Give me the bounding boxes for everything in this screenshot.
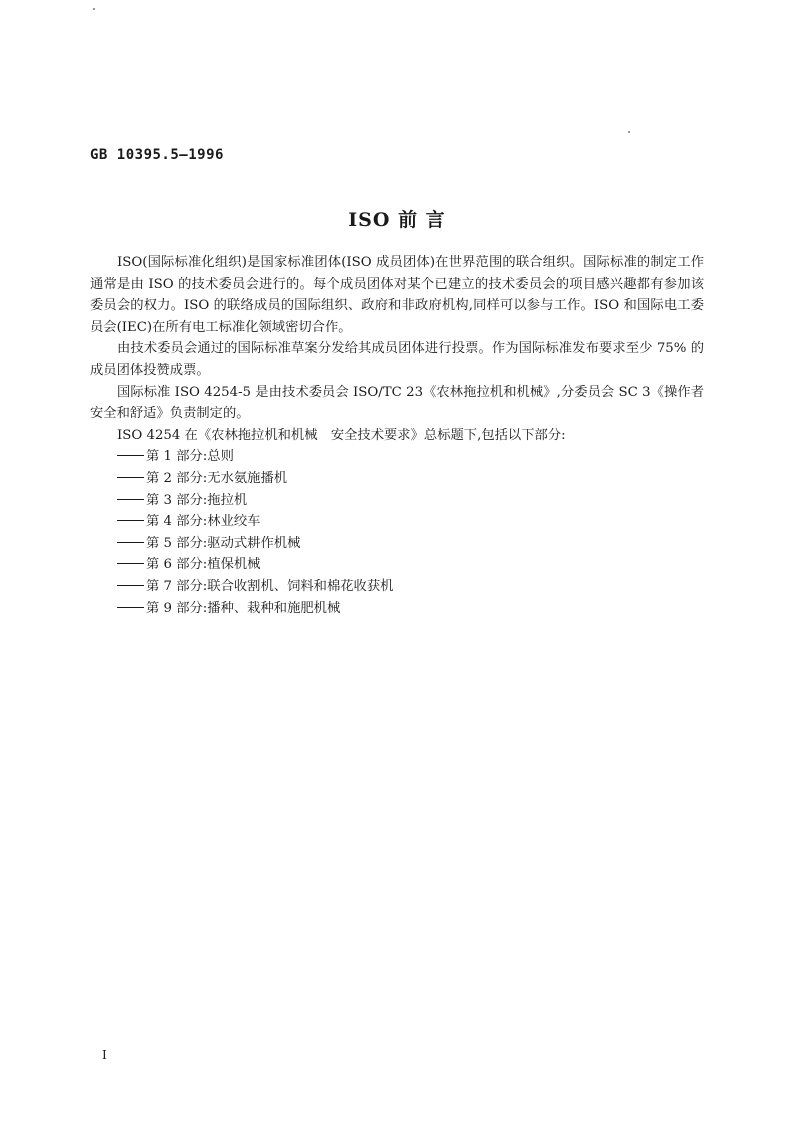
page-title: ISO 前 言 bbox=[348, 209, 446, 231]
paragraph: 由技术委员会通过的国际标准草案分发给其成员团体进行投票。作为国际标准发布要求至少 75% 的成员团体投赞成票。 bbox=[90, 341, 704, 378]
paragraph: ISO(国际标准化组织)是国家标准团体(ISO 成员团体)在世界范围的联合组织。国际标准的制定工作通常是由 ISO 的技术委员会进行的。每个成员团体对某个已建立的技术委员会的项目感兴趣都有参加该委员会的权力。ISO 的联络成员的国际组织、政府和非政府机构,同样可以参与工作。ISO 和国际电工委员会(IEC)在所有电工标准化领域密切合作。 bbox=[90, 255, 704, 335]
list-item bbox=[90, 511, 704, 533]
part-label: 第 1 部分:总则 bbox=[146, 449, 234, 465]
page-number: I bbox=[102, 1048, 107, 1062]
part-label: 第 4 部分:林业绞车 bbox=[146, 514, 261, 530]
dash-mark bbox=[117, 607, 144, 608]
part-label: 第 7 部分:联合收割机、饲料和棉花收获机 bbox=[146, 578, 394, 594]
dash-mark bbox=[117, 542, 144, 543]
dash-mark bbox=[117, 455, 144, 456]
dash-mark bbox=[117, 585, 144, 586]
part-label: 第 6 部分:植保机械 bbox=[146, 557, 261, 573]
list-item bbox=[90, 468, 704, 490]
parts-list bbox=[90, 446, 704, 619]
list-item bbox=[90, 554, 704, 576]
dash-mark bbox=[117, 563, 144, 564]
standard-code: GB 10395.5—1996 bbox=[90, 147, 224, 163]
dash-mark bbox=[117, 520, 144, 521]
scan-speck bbox=[93, 8, 95, 10]
list-item bbox=[90, 576, 704, 598]
dash-mark bbox=[117, 477, 144, 478]
paragraph: 国际标准 ISO 4254-5 是由技术委员会 ISO/TC 23《农林拖拉机和机械》,分委员会 SC 3《操作者安全和舒适》负责制定的。 bbox=[90, 384, 704, 422]
part-label: 第 2 部分:无水氨施播机 bbox=[146, 470, 288, 486]
list-item bbox=[90, 598, 704, 620]
document-body bbox=[90, 252, 704, 619]
list-item bbox=[90, 533, 704, 555]
list-item bbox=[90, 490, 704, 512]
scan-speck bbox=[628, 131, 630, 133]
part-label: 第 9 部分:播种、栽种和施肥机械 bbox=[146, 600, 341, 616]
dash-mark bbox=[117, 499, 144, 500]
part-label: 第 5 部分:驱动式耕作机械 bbox=[146, 535, 301, 551]
paragraph: ISO 4254 在《农林拖拉机和机械 安全技术要求》总标题下,包括以下部分: bbox=[117, 427, 566, 443]
part-label: 第 3 部分:拖拉机 bbox=[146, 492, 248, 508]
list-item bbox=[90, 446, 704, 468]
